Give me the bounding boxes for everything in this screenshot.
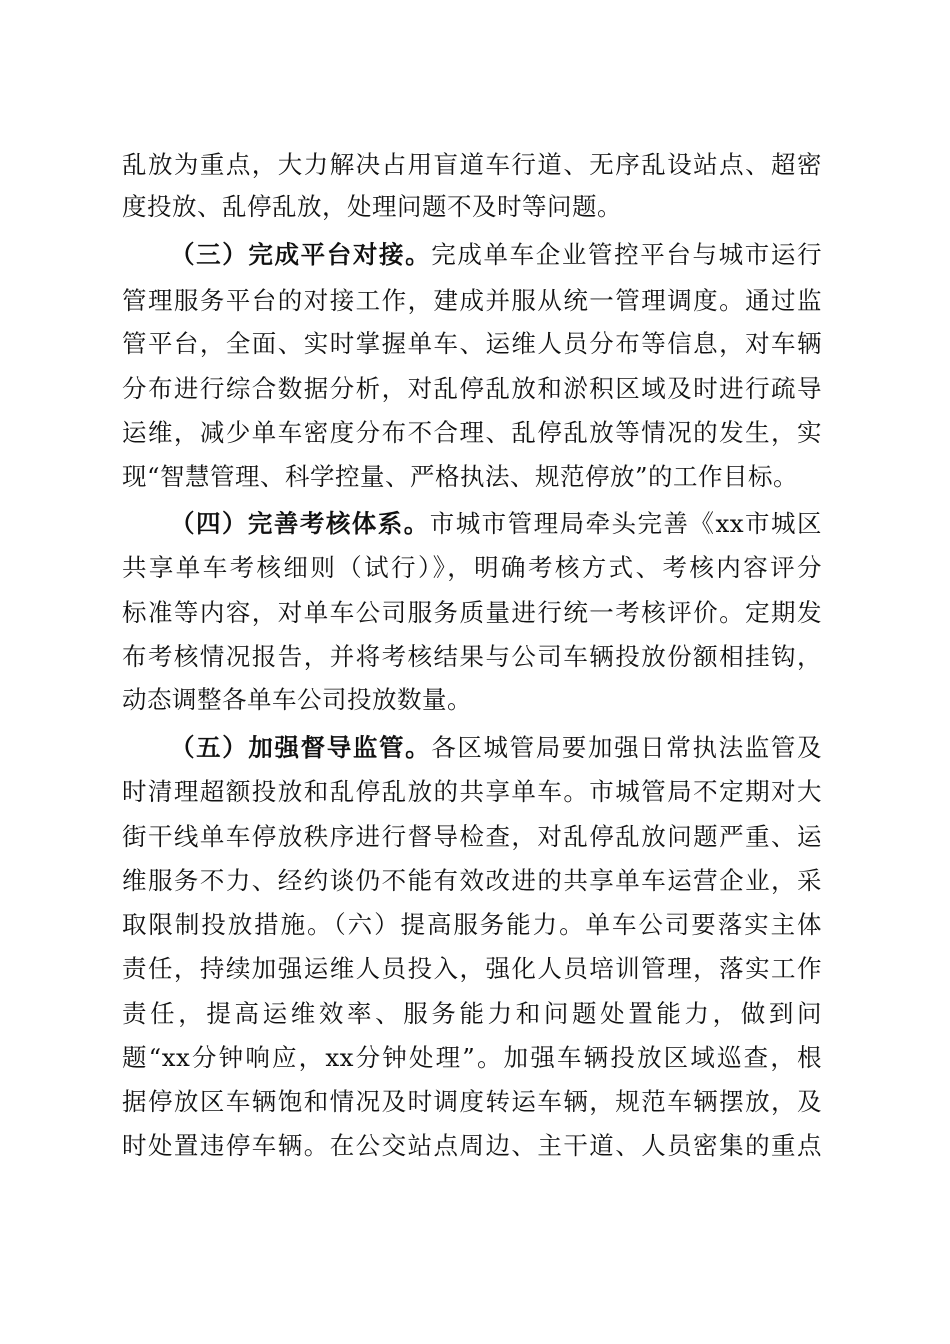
body-text-line: 度投放、乱停乱放，处理问题不及时等问题。: [122, 192, 622, 221]
section-heading: （三）完成平台对接。: [170, 240, 432, 269]
body-text-line: 题“xx分钟响应，xx分钟处理”。加强车辆投放区域巡查，根: [122, 1043, 822, 1072]
paragraph-first-line: [170, 505, 822, 543]
paragraph-first-line: [170, 236, 822, 274]
body-text-line: 责任，提高运维效率、服务能力和问题处置能力，做到问: [122, 999, 822, 1028]
body-text-line: 共享单车考核细则（试行）》，明确考核方式、考核内容评分: [122, 553, 822, 582]
body-text-line: 动态调整各单车公司投放数量。: [122, 685, 472, 714]
body-text-line: 时处置违停车辆。在公交站点周边、主干道、人员密集的重点: [122, 1131, 822, 1160]
body-text-line: 时清理超额投放和乱停乱放的共享单车。市城管局不定期对大: [122, 777, 822, 806]
body-text-line: 责任，持续加强运维人员投入，强化人员培训管理，落实工作: [122, 954, 822, 983]
body-text-line: 分布进行综合数据分析，对乱停乱放和淤积区域及时进行疏导: [122, 374, 822, 403]
body-text-line: 管理服务平台的对接工作，建成并服从统一管理调度。通过监: [122, 286, 822, 315]
body-text-line: 据停放区车辆饱和情况及时调度转运车辆，规范车辆摆放，及: [122, 1087, 822, 1116]
body-text-line: 运维，减少单车密度分布不合理、乱停乱放等情况的发生，实: [122, 418, 822, 447]
body-text: 完成单车企业管控平台与城市运行: [431, 240, 822, 269]
body-text-line: 现“智慧管理、科学控量、严格执法、规范停放”的工作目标。: [122, 462, 799, 491]
paragraph-first-line: [170, 729, 822, 767]
section-heading: （五）加强督导监管。: [170, 733, 432, 762]
body-text-line: 维服务不力、经约谈仍不能有效改进的共享单车运营企业，采: [122, 866, 822, 895]
body-text-line: 街干线单车停放秩序进行督导检查，对乱停乱放问题严重、运: [122, 822, 822, 851]
body-text-line: 取限制投放措施。（六）提高服务能力。单车公司要落实主体: [122, 910, 822, 939]
body-text: 各区城管局要加强日常执法监管及: [431, 733, 822, 762]
body-text: 市城市管理局牵头完善《xx市城区: [429, 509, 822, 538]
body-text-line: 布考核情况报告，并将考核结果与公司车辆投放份额相挂钩，: [122, 642, 822, 671]
body-text-line: 标准等内容，对单车公司服务质量进行统一考核评价。定期发: [122, 598, 822, 627]
body-text-line: 管平台，全面、实时掌握单车、运维人员分布等信息，对车辆: [122, 329, 822, 358]
body-text-line: 乱放为重点，大力解决占用盲道车行道、无序乱设站点、超密: [122, 150, 822, 179]
section-heading: （四）完善考核体系。: [170, 509, 430, 538]
